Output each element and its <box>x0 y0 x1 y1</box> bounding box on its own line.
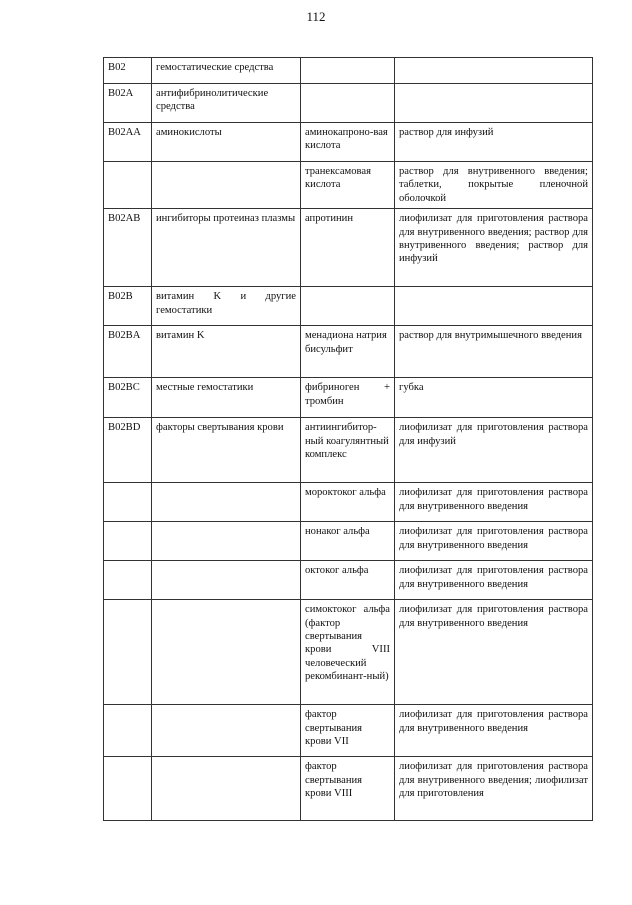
atc-code: B02BD <box>104 418 152 483</box>
group-name <box>152 705 301 757</box>
group-name: факторы свертывания крови <box>152 418 301 483</box>
group-name: гемостатические средства <box>152 58 301 84</box>
table-row <box>104 326 593 378</box>
group-name <box>152 522 301 561</box>
dosage-form: лиофилизат для приготовления раствора для внутривенного введения <box>395 600 593 705</box>
dosage-form <box>395 287 593 326</box>
dosage-form: лиофилизат для приготовления раствора для внутривенного введения <box>395 483 593 522</box>
dosage-form: лиофилизат для приготовления раствора для внутривенного введения <box>395 522 593 561</box>
atc-code <box>104 705 152 757</box>
atc-code <box>104 162 152 209</box>
dosage-form: лиофилизат для приготовления раствора для внутривенного введения; раствор для внутривенного введения; раствор для инфузий <box>395 209 593 287</box>
substance-name: фактор свертывания крови VIII <box>301 757 395 821</box>
atc-code: B02B <box>104 287 152 326</box>
table-row <box>104 705 593 757</box>
atc-code <box>104 561 152 600</box>
group-name <box>152 600 301 705</box>
table-row <box>104 58 593 84</box>
substance-name: мороктоког альфа <box>301 483 395 522</box>
dosage-form: раствор для внутривенного введения; таблетки, покрытые пленочной оболочкой <box>395 162 593 209</box>
medicines-table <box>103 57 593 821</box>
substance-name <box>301 58 395 84</box>
dosage-form: лиофилизат для приготовления раствора для внутривенного введения; лиофилизат для приготовления <box>395 757 593 821</box>
substance-name: фактор свертывания крови VII <box>301 705 395 757</box>
substance-name: транексамовая кислота <box>301 162 395 209</box>
page-number: 112 <box>306 9 326 24</box>
atc-code: B02 <box>104 58 152 84</box>
substance-name: аминокапроно-вая кислота <box>301 123 395 162</box>
atc-code <box>104 483 152 522</box>
substance-name <box>301 84 395 123</box>
table-row <box>104 378 593 418</box>
substance-name: менадиона натрия бисульфит <box>301 326 395 378</box>
substance-name: апротинин <box>301 209 395 287</box>
atc-code <box>104 600 152 705</box>
dosage-form: лиофилизат для приготовления раствора для инфузий <box>395 418 593 483</box>
table-row <box>104 123 593 162</box>
group-name: аминокислоты <box>152 123 301 162</box>
table-row <box>104 84 593 123</box>
group-name <box>152 561 301 600</box>
table-row <box>104 757 593 821</box>
dosage-form: лиофилизат для приготовления раствора для внутривенного введения <box>395 561 593 600</box>
group-name: ингибиторы протеиназ плазмы <box>152 209 301 287</box>
dosage-form <box>395 58 593 84</box>
atc-code: B02AA <box>104 123 152 162</box>
substance-name: октоког альфа <box>301 561 395 600</box>
table-row <box>104 418 593 483</box>
atc-code: B02A <box>104 84 152 123</box>
dosage-form: раствор для внутримышечного введения <box>395 326 593 378</box>
table-row <box>104 483 593 522</box>
substance-name: нонаког альфа <box>301 522 395 561</box>
atc-code <box>104 522 152 561</box>
dosage-form: губка <box>395 378 593 418</box>
group-name <box>152 162 301 209</box>
table-row <box>104 287 593 326</box>
table-row <box>104 209 593 287</box>
group-name <box>152 757 301 821</box>
table-row <box>104 162 593 209</box>
atc-code: B02AB <box>104 209 152 287</box>
dosage-form: лиофилизат для приготовления раствора для внутривенного введения <box>395 705 593 757</box>
group-name: местные гемостатики <box>152 378 301 418</box>
substance-name: фибриноген + тромбин <box>301 378 395 418</box>
table-row <box>104 561 593 600</box>
substance-name: антиингибитор-ный коагулянтный комплекс <box>301 418 395 483</box>
table-row <box>104 600 593 705</box>
dosage-form <box>395 84 593 123</box>
atc-code: B02BC <box>104 378 152 418</box>
substance-name <box>301 287 395 326</box>
group-name: витамин K <box>152 326 301 378</box>
table-row <box>104 522 593 561</box>
group-name: витамин K и другие гемостатики <box>152 287 301 326</box>
substance-name: симоктоког альфа (фактор свертывания крови VIII человеческий рекомбинант-ный) <box>301 600 395 705</box>
group-name: антифибринолитические средства <box>152 84 301 123</box>
atc-code <box>104 757 152 821</box>
dosage-form: раствор для инфузий <box>395 123 593 162</box>
atc-code: B02BA <box>104 326 152 378</box>
group-name <box>152 483 301 522</box>
